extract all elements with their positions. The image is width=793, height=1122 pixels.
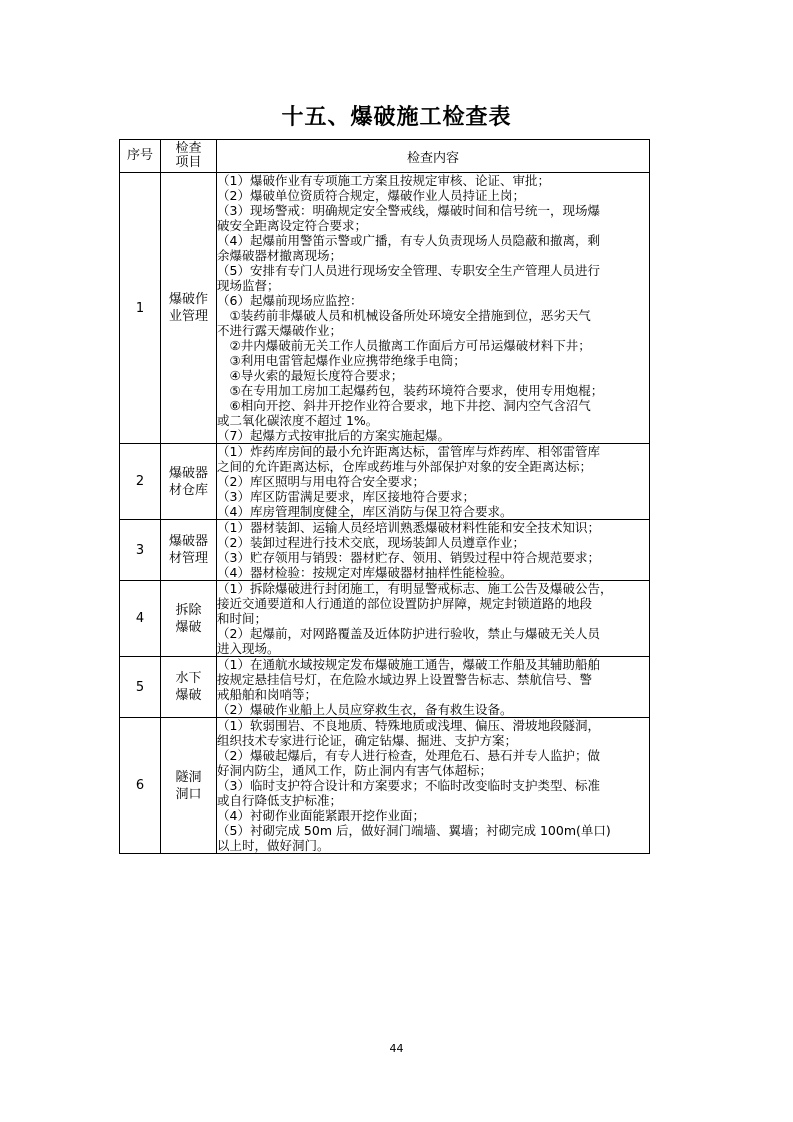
check-item-line: 爆破作 [168,292,208,307]
row-number: 2 [120,444,161,520]
content-line: 之间的允许距离达标，仓库或药堆与外部保护对象的安全距离达标； [217,459,593,474]
check-item [161,657,217,718]
content-line: （4）器材检验：按规定对库爆破器材抽样性能检验。 [217,565,513,580]
row-number: 3 [120,520,161,581]
check-content [217,520,650,581]
content-line: （4）库房管理制度健全，库区消防与保卫符合要求。 [217,504,513,519]
content-line: ③利用电雷管起爆作业应携带绝缘手电筒； [217,353,466,368]
content-line: 以上时，做好洞门。 [217,838,330,853]
content-line: ⑥相向开挖、斜井开挖作业符合要求，地下井挖、洞内空气含沼气 [217,398,591,413]
check-item [161,173,217,444]
check-item-line: 隧洞 [175,769,202,785]
content-line: ⑤在专用加工房加工起爆药包，装药环境符合要求，使用专用炮棍； [217,383,604,398]
table-row [120,520,650,581]
content-line: ②井内爆破前无关工作人员撤离工作面后方可吊运爆破材料下井； [217,338,591,353]
content-line: （2）装卸过程进行技术交底，现场装卸人员遵章作业； [217,535,525,550]
check-item-line: 爆破器 [168,465,208,481]
check-content [217,581,650,657]
content-line: （5）安排有专门人员进行现场安全管理、专职安全生产管理人员进行 [217,263,600,278]
check-item-line: 业管理 [168,309,208,324]
check-item-line: 拆除 [175,602,202,618]
content-line: （1）软弱围岩、不良地质、特殊地质或浅埋、偏压、滑坡地段隧洞， [217,718,600,733]
check-item [161,444,217,520]
row-number: 4 [120,581,161,657]
content-line: 组织技术专家进行论证，确定钻爆、掘进、支护方案； [217,733,518,748]
row-number: 1 [120,173,161,444]
content-line: （5）衬砌完成 50m 后，做好洞门端墙、翼墙；衬砌完成 100m(单口) [217,823,611,838]
check-item-line: 爆破器 [168,534,208,549]
content-line: 和时间； [217,611,268,626]
content-line: ④导火索的最短长度符合要求； [217,368,404,383]
header-item-line: 检查 [175,141,202,156]
header-item-line: 项目 [175,155,202,170]
row-number: 5 [120,657,161,718]
content-line: （1）拆除爆破进行封闭施工，有明显警戒标志、施工公告及爆破公告， [217,581,613,596]
content-line: （6）起爆前现场应监控： [217,293,363,308]
content-line: （2）爆破起爆后，有专人进行检查，处理危石、悬石并专人监护；做 [217,748,600,763]
content-line: （2）爆破作业船上人员应穿救生衣，备有救生设备。 [217,702,513,717]
content-line: （3）贮存领用与销毁：器材贮存、领用、销毁过程中符合规范要求； [217,550,600,565]
check-item-line: 水下 [175,671,202,686]
header-no: 序号 [120,140,161,173]
page-title: 十五、爆破施工检查表 [281,105,512,130]
check-content [217,444,650,520]
content-line: 按规定悬挂信号灯，在危险水域边界上设置警告标志、禁航信号、警 [217,672,593,687]
content-line: （3）临时支护符合设计和方案要求；不临时改变临时支护类型、标准 [217,778,600,793]
table-row [120,718,650,854]
header-item [161,140,217,173]
table-row [120,657,650,718]
content-line: （4）衬砌作业面能紧跟开挖作业面； [217,808,425,823]
content-line: （1）爆破作业有专项施工方案且按规定审核、论证、审批； [217,173,550,188]
content-line: （1）在通航水域按规定发布爆破施工通告，爆破工作船及其辅助船舶 [217,657,600,672]
header-content: 检查内容 [217,140,650,173]
table-body [120,173,650,854]
check-item-line: 爆破 [175,619,202,635]
check-item-line: 洞口 [175,786,202,802]
content-line: 或二氧化碳浓度不超过 1%。 [217,413,379,428]
content-line: 破安全距离设定符合要求； [217,218,368,233]
content-line: （1）器材装卸、运输人员经培训熟悉爆破材料性能和安全技术知识； [217,520,600,535]
content-line: （2）库区照明与用电符合安全要求； [217,474,425,489]
content-line: 余爆破器材撤离现场； [217,248,343,263]
check-content [217,173,650,444]
check-item-line: 材仓库 [168,482,208,498]
check-item-line: 爆破 [175,688,202,703]
table-row [120,581,650,657]
page-number: 44 [389,1042,404,1055]
content-line: （7）起爆方式按审批后的方案实施起爆。 [217,428,450,443]
check-content [217,718,650,854]
content-line: 不进行露天爆破作业； [217,323,343,338]
content-line: 接近交通要道和人行通道的部位设置防护屏障，规定封锁道路的地段 [217,596,593,611]
content-line: （3）库区防雷满足要求，库区接地符合要求； [217,489,475,504]
inspection-table [119,139,650,854]
content-line: 或自行降低支护标准； [217,793,343,808]
table-row [120,173,650,444]
content-line: 现场监督； [217,278,280,293]
content-line: 进入现场。 [217,641,280,656]
content-line: 戒船舶和岗哨等； [217,687,318,702]
content-line: （1）炸药库房间的最小允许距离达标，雷管库与炸药库、相邻雷管库 [217,444,600,459]
check-item [161,520,217,581]
content-line: （2）起爆前，对网路覆盖及近体防护进行验收，禁止与爆破无关人员 [217,626,600,641]
row-number: 6 [120,718,161,854]
content-line: 好洞内防尘，通风工作，防止洞内有害气体超标； [217,763,493,778]
content-line: （2）爆破单位资质符合规定，爆破作业人员持证上岗； [217,188,525,203]
check-content [217,657,650,718]
table-header-row [120,140,650,173]
check-item-line: 材管理 [168,551,208,566]
table-row [120,444,650,520]
content-line: ①装药前非爆破人员和机械设备所处环境安全措施到位，恶劣天气 [217,308,591,323]
content-line: （4）起爆前用警笛示警或广播，有专人负责现场人员隐蔽和撤离，剩 [217,233,600,248]
check-item [161,718,217,854]
content-line: （3）现场警戒：明确规定安全警戒线，爆破时间和信号统一，现场爆 [217,203,600,218]
check-item [161,581,217,657]
